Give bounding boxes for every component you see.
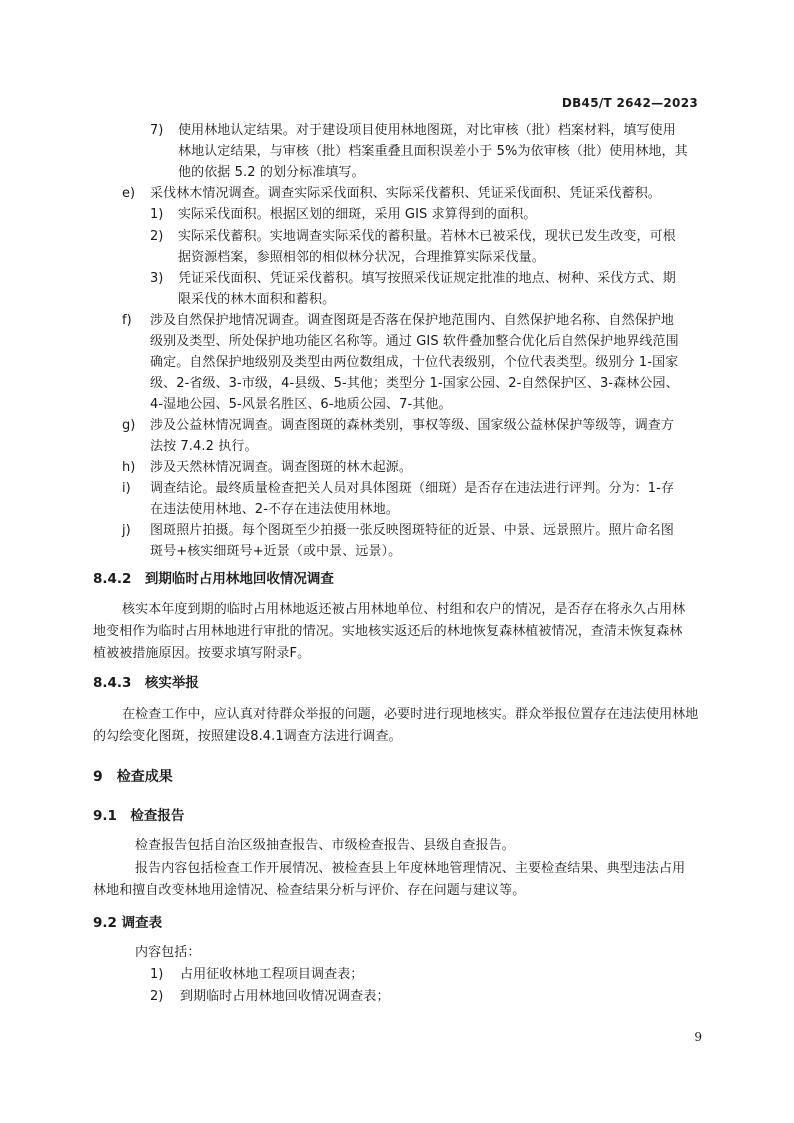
item-g-line-1: 涉及公益林情况调查。调查图斑的森林类别，事权等级、国家级公益林保护等级等，调查方 bbox=[150, 418, 675, 433]
item-f-marker: f) bbox=[122, 313, 132, 328]
item-7-line-1: 使用林地认定结果。对于建设项目使用林地图斑，对比审核（批）档案材料，填写使用 bbox=[178, 123, 676, 138]
item-f-line-2: 级别及类型、所处保护地功能区名称等。通过 GIS 软件叠加整合优化后自然保护地界线范围 bbox=[150, 334, 679, 349]
section-9-1-line-2: 报告内容包括检查工作开展情况、被检查县上年度林地管理情况、主要检查结果、典型违法占用 bbox=[135, 861, 686, 876]
item-e-sub-1-marker: 1) bbox=[150, 207, 164, 222]
item-g-marker: g) bbox=[122, 418, 136, 433]
item-e-sub-2-marker: 2) bbox=[150, 229, 164, 244]
item-j-line-2: 斑号+核实细斑号+近景（或中景、远景）。 bbox=[150, 544, 402, 559]
section-9-2-item-2-marker: 2) bbox=[150, 989, 164, 1004]
section-8-4-2-line-1: 核实本年度到期的临时占用林地返还被占用林地单位、村组和农户的情况，是否存在将永久占用林 bbox=[122, 602, 686, 617]
section-9-1-line-3: 林地和擅自改变林地用途情况、检查结果分析与评价、存在问题与建议等。 bbox=[93, 883, 526, 898]
item-7-line-3: 他的依据 5.2 的划分标准填写。 bbox=[178, 165, 365, 180]
item-e-marker: e) bbox=[122, 186, 136, 201]
page-number: 9 bbox=[694, 1030, 702, 1044]
section-8-4-3-line-2: 的勾绘变化图斑，按照建设8.4.1调查方法进行调查。 bbox=[93, 729, 402, 744]
section-9-2-item-1-text: 占用征收林地工程项目调查表； bbox=[180, 967, 364, 982]
item-e-sub-3-line-2: 限采伐的林木面积和蓄积。 bbox=[178, 292, 336, 307]
section-8-4-3-heading: 8.4.3 核实举报 bbox=[93, 675, 199, 691]
item-h-line-1: 涉及天然林情况调查。调查图斑的林木起源。 bbox=[150, 460, 413, 475]
item-f-line-1: 涉及自然保护地情况调查。调查图斑是否落在保护地范围内、自然保护地名称、自然保护地 bbox=[150, 313, 675, 328]
section-9-heading: 9 检查成果 bbox=[93, 769, 173, 785]
item-i-line-1: 调查结论。最终质量检查把关人员对具体图斑（细斑）是否存在违法进行评判。分为：1-存 bbox=[150, 481, 675, 496]
section-9-2-heading: 9.2 调查表 bbox=[93, 915, 163, 931]
item-i-marker: i) bbox=[122, 481, 131, 496]
item-e-sub-2-line-2: 据资源档案，参照相邻的相似林分状况，合理推算实际采伐量。 bbox=[178, 250, 545, 265]
item-e-sub-3-marker: 3) bbox=[150, 271, 164, 286]
item-e-sub-1-line-1: 实际采伐面积。根据区划的细斑，采用 GIS 求算得到的面积。 bbox=[178, 207, 537, 222]
item-e-sub-3-line-1: 凭证采伐面积、凭证采伐蓄积。填写按照采伐证规定批准的地点、树种、采伐方式、期 bbox=[178, 271, 676, 286]
section-9-2-intro: 内容包括： bbox=[135, 945, 201, 960]
section-8-4-2-heading: 8.4.2 到期临时占用林地回收情况调查 bbox=[93, 571, 334, 587]
section-8-4-3-line-1: 在检查工作中，应认真对待群众举报的问题，必要时进行现地核实。群众举报位置存在违法使用林地 bbox=[122, 707, 699, 722]
item-e-line-1: 采伐林木情况调查。调查实际采伐面积、实际采伐蓄积、凭证采伐面积、凭证采伐蓄积。 bbox=[150, 186, 661, 201]
item-f-line-4: 级、2-省级、3-市级，4-县级、5-其他；类型分 1-国家公园、2-自然保护区、3-森林公园、 bbox=[150, 376, 679, 391]
section-9-1-line-1: 检查报告包括自治区级抽查报告、市级检查报告、县级自查报告。 bbox=[135, 838, 515, 853]
item-f-line-3: 确定。自然保护地级别及类型由两位数组成，十位代表级别，个位代表类型。级别分 1-国家 bbox=[150, 355, 679, 370]
item-i-line-2: 在违法使用林地、2-不存在违法使用林地。 bbox=[150, 502, 399, 517]
item-7-line-2: 林地认定结果，与审核（批）档案重叠且面积误差小于 5%为依审核（批）使用林地，其 bbox=[178, 144, 688, 159]
section-8-4-2-line-2: 地变相作为临时占用林地进行审批的情况。实地核实返还后的林地恢复森林植被情况，查清未恢复森林 bbox=[93, 624, 683, 639]
item-e-sub-2-line-1: 实际采伐蓄积。实地调查实际采伐的蓄积量。若林木已被采伐，现状已发生改变，可根 bbox=[178, 229, 676, 244]
section-8-4-2-line-3: 植被被措施原因。按要求填写附录F。 bbox=[93, 646, 311, 661]
item-g-line-2: 法按 7.4.2 执行。 bbox=[150, 439, 258, 454]
item-j-marker: j) bbox=[122, 523, 131, 538]
item-j-line-1: 图斑照片拍摄。每个图斑至少拍摄一张反映图斑特征的近景、中景、远景照片。照片命名图 bbox=[150, 523, 675, 538]
item-7-marker: 7) bbox=[150, 123, 164, 138]
section-9-1-heading: 9.1 检查报告 bbox=[93, 808, 185, 824]
item-h-marker: h) bbox=[122, 460, 136, 475]
section-9-2-item-2-text: 到期临时占用林地回收情况调查表； bbox=[180, 989, 390, 1004]
section-9-2-item-1-marker: 1) bbox=[150, 967, 164, 982]
document-code: DB45/T 2642—2023 bbox=[561, 96, 698, 110]
item-f-line-5: 4-湿地公园、5-风景名胜区、6-地质公园、7-其他。 bbox=[150, 397, 452, 412]
